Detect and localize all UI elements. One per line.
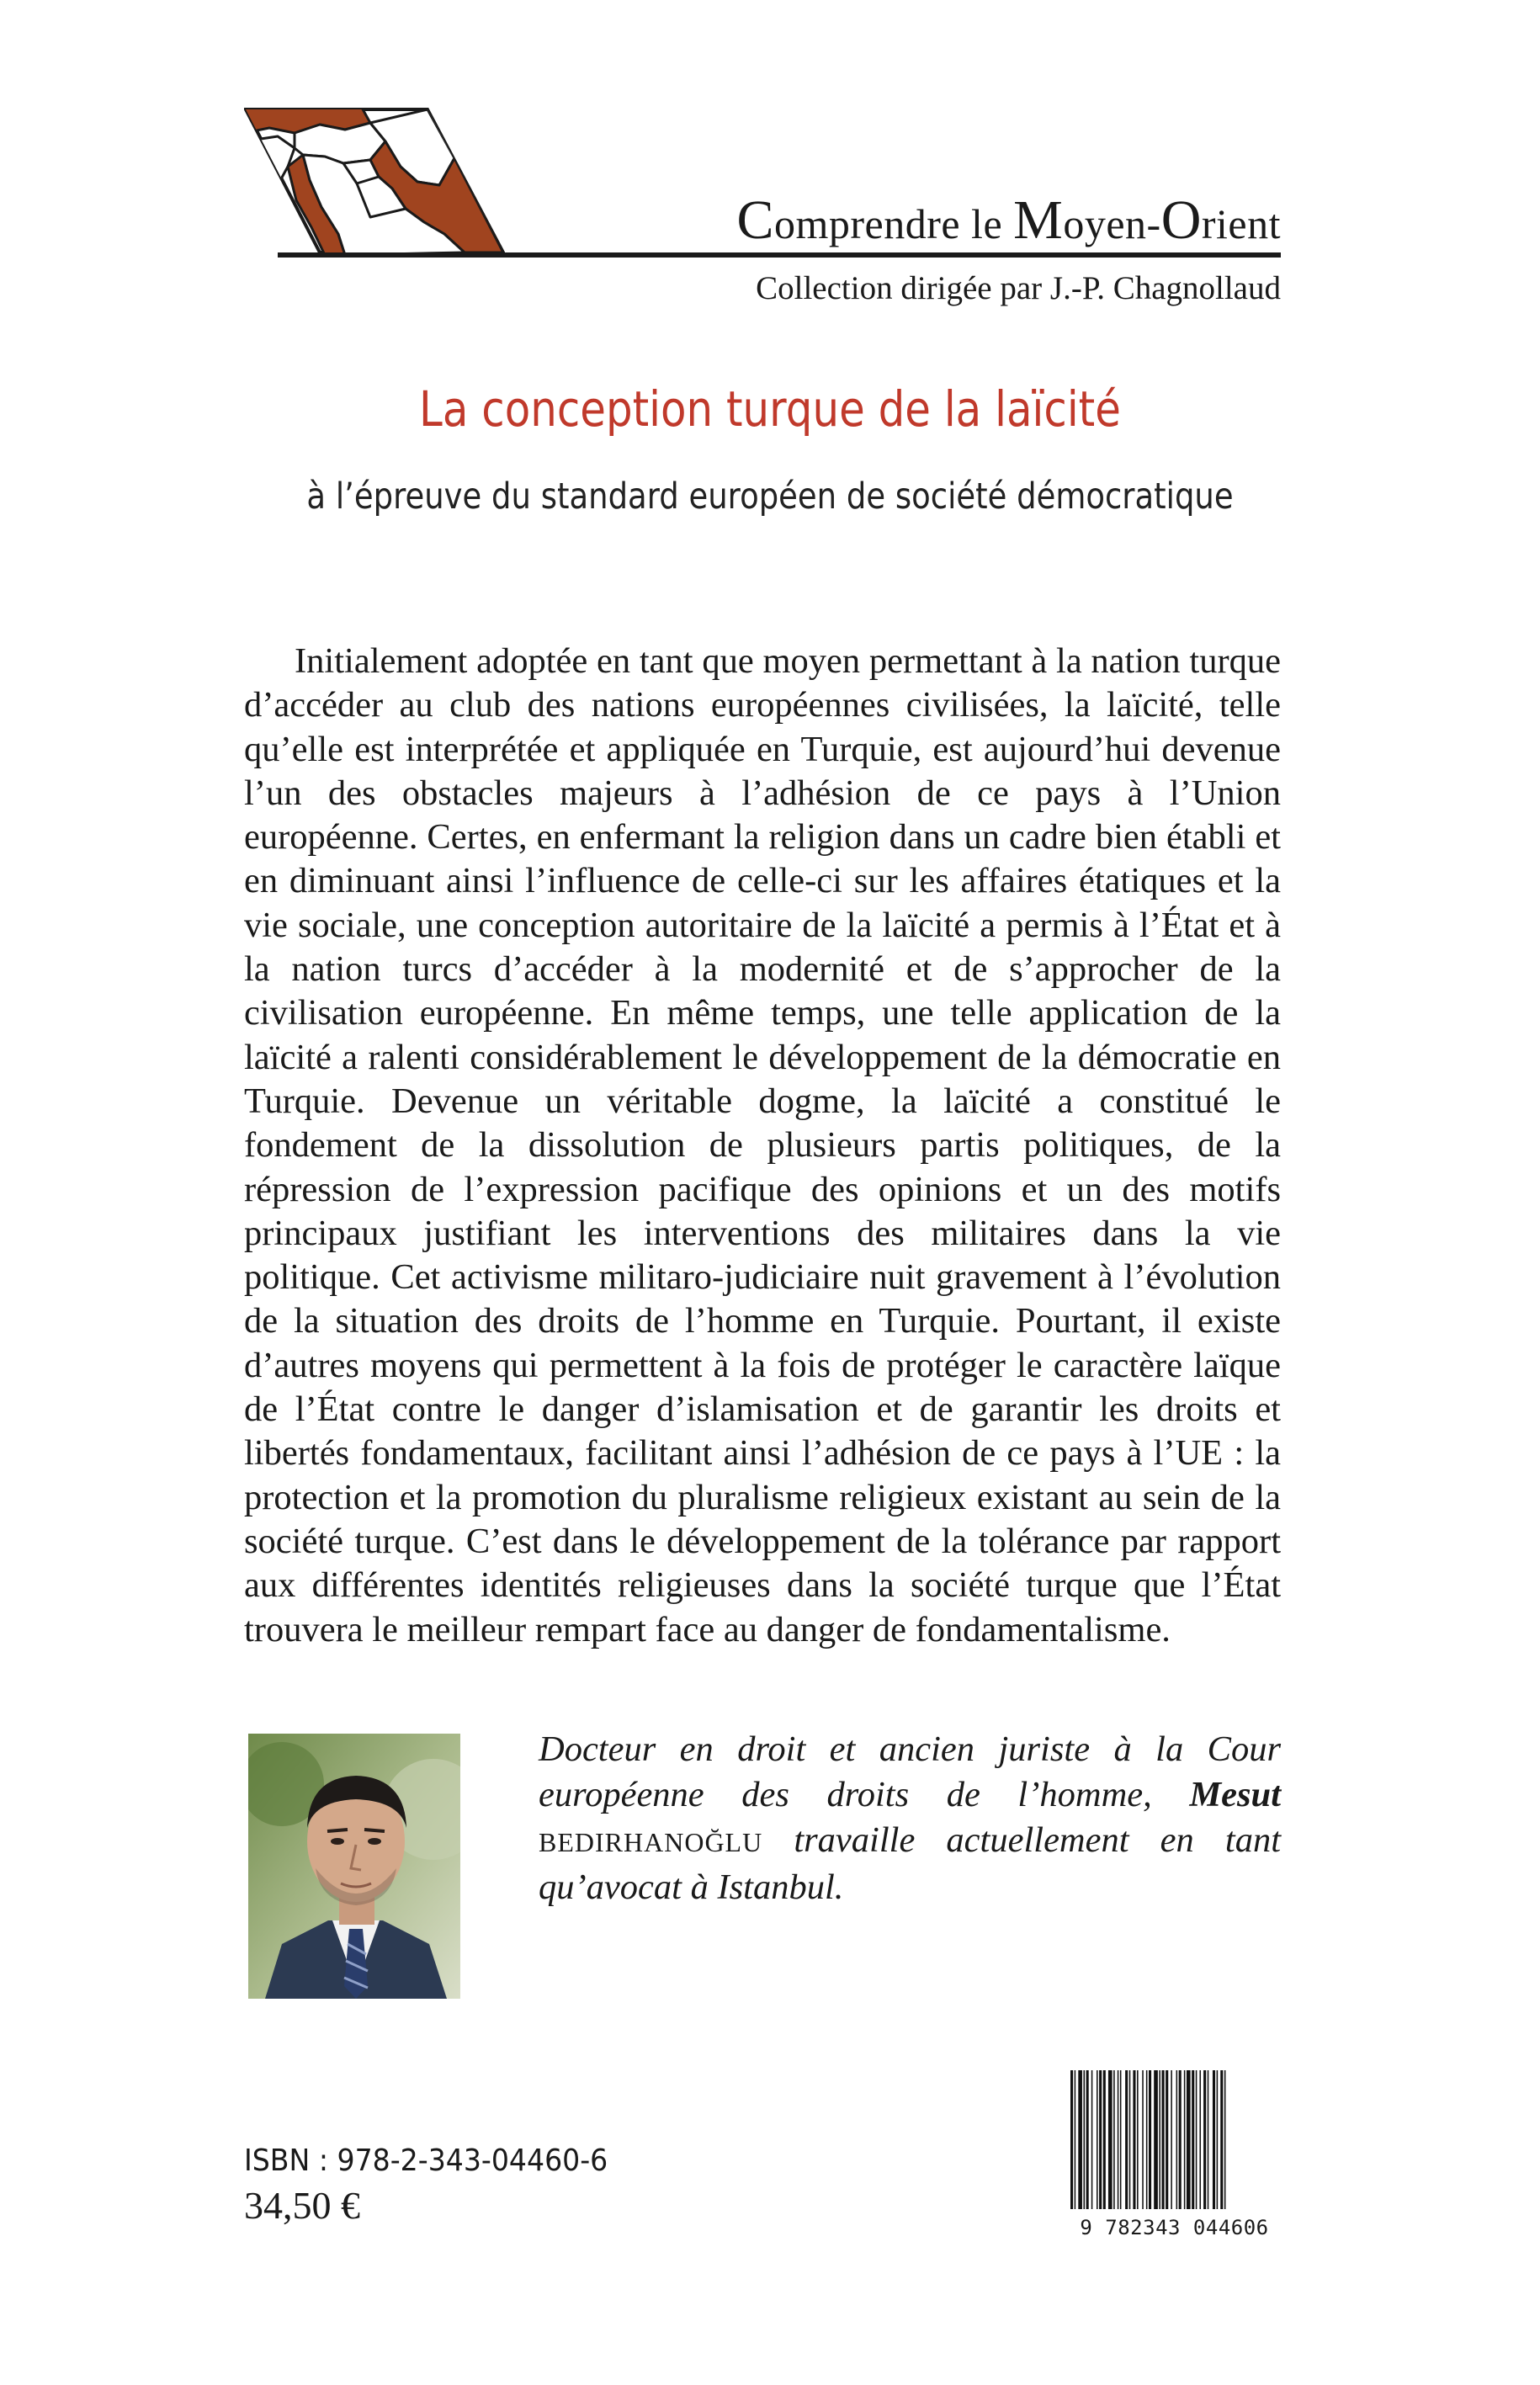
barcode-bar	[1224, 2070, 1226, 2209]
barcode-bar	[1184, 2070, 1186, 2209]
barcode-bar	[1154, 2070, 1158, 2209]
barcode-bar	[1091, 2070, 1093, 2209]
barcode-digits: 9 782343 044606	[1080, 2216, 1269, 2239]
barcode-bar	[1146, 2070, 1148, 2209]
barcode-bar	[1099, 2070, 1102, 2209]
price: 34,50 €	[244, 2184, 360, 2227]
author-bio-text: Docteur en droit et ancien juriste à la Cour européenne des droits de l’homme,	[539, 1729, 1281, 1814]
barcode-bar	[1220, 2070, 1223, 2209]
barcode-bar	[1171, 2070, 1172, 2209]
barcode-bar	[1196, 2070, 1197, 2209]
barcode-bar	[1166, 2070, 1168, 2209]
series-title-word: rient	[1201, 200, 1281, 247]
author-last-name: BEDIRHANOĞLU	[539, 1827, 763, 1857]
barcode-bar	[1078, 2070, 1082, 2209]
barcode-bar	[1129, 2070, 1131, 2209]
header-divider	[278, 252, 1281, 258]
barcode-bar	[1108, 2070, 1113, 2209]
barcode-bar	[1159, 2070, 1160, 2209]
series-title-initial: M	[1013, 189, 1064, 251]
barcode-bar	[1120, 2070, 1122, 2209]
series-title-initial: C	[736, 189, 774, 251]
barcode-bar	[1203, 2070, 1206, 2209]
barcode-bar	[1199, 2070, 1201, 2209]
ean13-barcode-icon	[1067, 2070, 1282, 2239]
barcode-bar	[1213, 2070, 1215, 2209]
barcode-bar	[1208, 2070, 1209, 2209]
barcode-bar	[1075, 2070, 1076, 2209]
author-first-name: Mesut	[1189, 1775, 1281, 1814]
barcode-bar	[1103, 2070, 1106, 2209]
barcode-bar	[1070, 2070, 1073, 2209]
author-portrait	[248, 1734, 460, 1999]
middle-east-map-icon	[244, 108, 505, 255]
barcode-bar	[1187, 2070, 1191, 2209]
author-bio	[539, 1727, 1281, 1910]
isbn: ISBN : 978-2-343-04460-6	[244, 2143, 608, 2178]
book-summary: Initialement adoptée en tant que moyen permettant à la nation turque d’accéder au club des nations européennes civilisées, la laïcité, telle qu’elle est interprétée et appliquée en Turquie, est aujourd’hui devenue l’un des obstacles majeurs à l’adhésion de ce pays à l’Union européenne. Certes, en enfermant la religion dans un cadre bien établi et en diminuant ainsi l’influence de celle-ci sur les affaires étatiques et la vie sociale, une conception autoritaire de la laïcité a permis à l’État et à la nation turcs d’accéder à la modernité et de s’approcher de la civilisation européenne. En même temps, une telle application de la laïcité a ralenti considérablement le développement de la démocratie en Turquie. Devenue un véritable dogme, la laïcité a constitué le fondement de la dissolution de plusieurs partis politiques, de la répression de l’expression pacifique des opinions et un des motifs principaux justifiant les interventions des militaires dans la vie politique. Cet activisme militaro-judiciaire nuit gravement à l’évolution de la situation des droits de l’homme en Turquie. Pourtant, il existe d’autres moyens qui permettent à la fois de protéger le caractère laïque de l’État contre le danger d’islamisation et de garantir les droits et libertés fondamentaux, facilitant ainsi l’adhésion de ce pays à l’UE : la protection et la promotion du pluralisme religieux existant au sein de la société turque. C’est dans le développement de la tolérance par rapport aux différentes identités religieuses dans la société turque que l’État trouvera le meilleur rempart face au danger de fondamentalisme.	[244, 641, 1281, 1649]
barcode-bar	[1217, 2070, 1219, 2209]
barcode-bar	[1086, 2070, 1089, 2209]
barcode-bar	[1137, 2070, 1139, 2209]
barcode-bar	[1192, 2070, 1194, 2209]
barcode-bar	[1084, 2070, 1086, 2209]
barcode-bar	[1113, 2070, 1115, 2209]
barcode-bar	[1162, 2070, 1165, 2209]
author-bio-text: travaille actuellement en tant qu’avocat à Istanbul.	[539, 1820, 1281, 1907]
series-director: Collection dirigée par J.-P. Chagnollaud	[756, 270, 1281, 306]
barcode-bar	[1118, 2070, 1119, 2209]
barcode-bar	[1125, 2070, 1128, 2209]
book-subtitle: à l’épreuve du standard européen de société démocratique	[306, 475, 1234, 518]
barcode-bar	[1179, 2070, 1182, 2209]
barcode-bar	[1133, 2070, 1135, 2209]
barcode-bar	[1176, 2070, 1178, 2209]
series-title-initial: O	[1160, 189, 1202, 251]
barcode-bar	[1149, 2070, 1151, 2209]
barcode-bar	[1097, 2070, 1098, 2209]
barcode-bar	[1142, 2070, 1144, 2209]
book-title: La conception turque de la laïcité	[419, 380, 1121, 438]
series-title-word: omprendre le	[773, 200, 1014, 247]
series-title	[736, 189, 1281, 251]
series-title-word: oyen-	[1063, 200, 1161, 247]
